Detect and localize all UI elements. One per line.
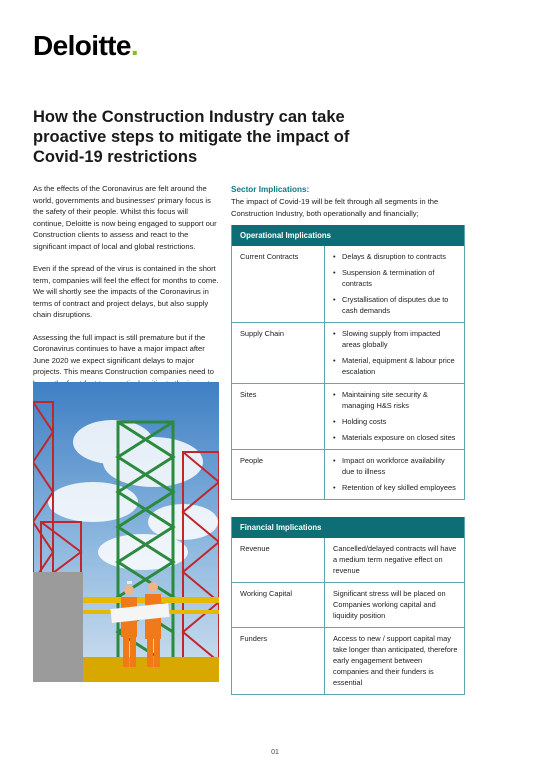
row-label: People [232,450,325,500]
table-row [232,538,465,583]
table-row [232,583,465,628]
page-title: How the Construction Industry can take proactive steps to mitigate the impact of Covid-19 restrictions [33,108,350,166]
operational-heading: Operational Implications [232,225,465,246]
list-item: • Suspension & termination of contracts [333,267,458,289]
intro-text [33,183,219,412]
list-item: • Delays & disruption to contracts [333,251,458,262]
list-item: • Retention of key skilled employees [333,482,458,493]
list-item: • Slowing supply from impacted areas globally [333,328,458,350]
table-row [232,384,465,450]
sector-heading: Sector Implications: [231,185,310,194]
intro-paragraph: Even if the spread of the virus is contained in the short term, companies will feel the effect for months to come. We will shortly see the impacts of the Coronavirus in terms of contract and project delays, but also supply chain disruptions. [33,264,219,319]
construction-workers-photo [33,382,219,682]
row-content [325,450,465,500]
sector-text: The impact of Covid-19 will be felt through all segments in the Construction Industry, both operationally and financially; [231,197,439,218]
list-item: • Materials exposure on closed sites [333,432,458,443]
table-row [232,450,465,500]
row-content: Access to new / support capital may take longer than anticipated, therefore early engagement between companies and their funders is essential [325,628,465,695]
operational-implications-table [231,225,465,500]
table-row [232,628,465,695]
list-item: • Impact on workforce availability due to illness [333,455,458,477]
table-row [232,323,465,384]
list-item: • Crystallisation of disputes due to cash demands [333,294,458,316]
row-content: Cancelled/delayed contracts will have a medium term negative effect on revenue [325,538,465,583]
financial-implications-table [231,517,465,695]
financial-heading: Financial Implications [232,517,465,538]
list-item: • Holding costs [333,416,458,427]
table-row [232,246,465,323]
implications-column [231,185,465,695]
row-content [325,384,465,450]
row-label: Sites [232,384,325,450]
row-content [325,246,465,323]
list-item: • Maintaining site security & managing H&S risks [333,389,458,411]
row-label: Revenue [232,538,325,583]
deloitte-logo: Deloitte. [33,30,139,61]
list-item: • Material, equipment & labour price escalation [333,355,458,377]
row-label: Funders [232,628,325,695]
page-number: 01 [271,749,279,756]
row-label: Working Capital [232,583,325,628]
row-label: Supply Chain [232,323,325,384]
intro-paragraph: As the effects of the Coronavirus are felt around the world, governments and businesses' primary focus is the safety of their people. Whilst this focus will continue, Deloitte is now being engaged to support our Construction clients to assess and react to the significant impact of local and global restrictions. [33,184,217,251]
row-content [325,323,465,384]
row-content: Significant stress will be placed on Companies working capital and liquidity position [325,583,465,628]
intro-paragraph: Assessing the full impact is still premature but if the Coronavirus continues to have a major impact after June 2020 we expect significant delays to major projects. This means Construction companies need to [33,332,214,376]
row-label: Current Contracts [232,246,325,323]
